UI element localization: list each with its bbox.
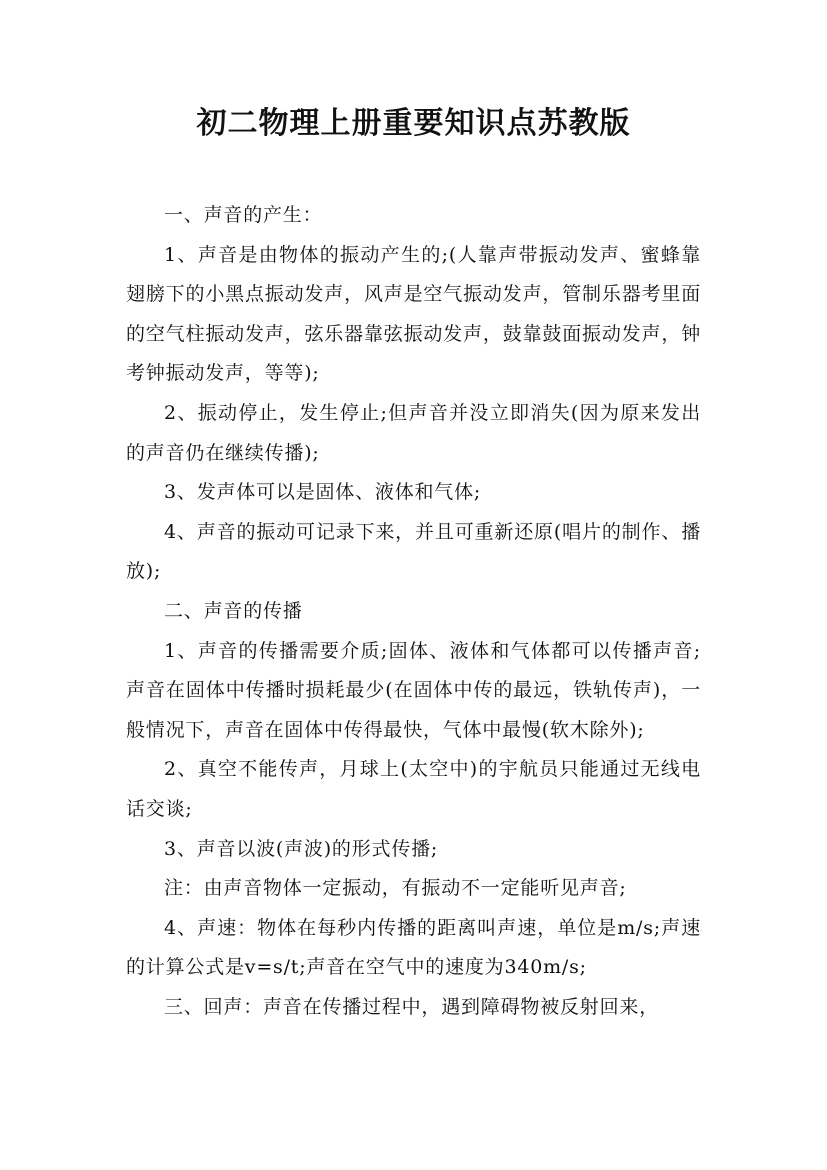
section-heading-sound-production: 一、声音的产生： — [164, 204, 323, 226]
paragraph: 1、声音是由物体的振动产生的;(人靠声带振动发声、蜜蜂靠翅膀下的小黑点振动发声，风声是空气振动发声，管制乐器考里面的空气柱振动发声，弦乐器靠弦振动发声，鼓靠鼓面振动发声，钟考钟振动发声，等等); — [126, 243, 701, 385]
document-title: 初二物理上册重要知识点苏教版 — [196, 106, 631, 141]
paragraph: 1、声音的传播需要介质;固体、液体和气体都可以传播声音;声音在固体中传播时损耗最少(在固体中传的最远，铁轨传声)，一般情况下，声音在固体中传得最快，气体中最慢(软木除外); — [126, 639, 701, 741]
note-paragraph: 注：由声音物体一定振动，有振动不一定能听见声音; — [164, 877, 627, 900]
paragraph: 2、振动停止，发生停止;但声音并没立即消失(因为原来发出的声音仍在继续传播); — [126, 401, 701, 464]
paragraph: 4、声速：物体在每秒内传播的距离叫声速，单位是m/s;声速的计算公式是v=s/t;声音在空气中的速度为340m/s; — [126, 916, 701, 979]
paragraph: 3、发声体可以是固体、液体和气体; — [164, 481, 482, 504]
paragraph: 2、真空不能传声，月球上(太空中)的宇航员只能通过无线电话交谈; — [126, 758, 701, 820]
section-heading-sound-propagation: 二、声音的传播 — [164, 599, 303, 622]
paragraph: 4、声音的振动可记录下来，并且可重新还原(唱片的制作、播放); — [126, 520, 701, 583]
section-heading-echo: 三、回声：声音在传播过程中，遇到障碍物被反射回来， — [164, 995, 660, 1018]
document-body — [126, 196, 701, 1027]
paragraph: 3、声音以波(声波)的形式传播; — [164, 837, 439, 860]
